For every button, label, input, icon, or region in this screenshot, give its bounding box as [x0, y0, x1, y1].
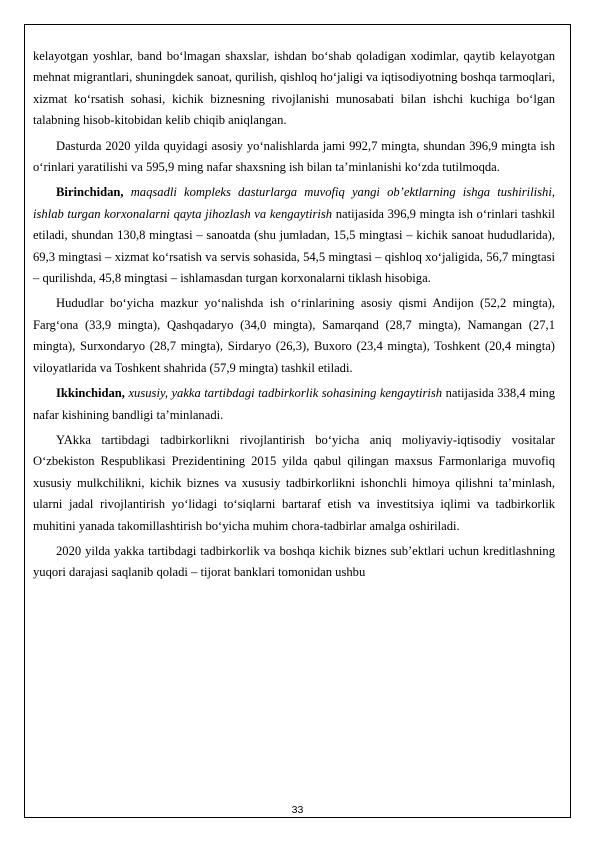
paragraph-5-lead: Ikkinchidan,: [56, 386, 125, 401]
paragraph-3-lead: Birinchidan,: [56, 185, 124, 200]
paragraph-6: YAkka tartibdagi tadbirkorlikni rivojlantirish bo‘yicha aniq moliyaviy-iqtisodiy vositalar O‘zbekiston Respublikasi Prezidentining 2015 yilda qabul qilingan maxsus Farmonlariga muvofiq xususiy mulkchilikni, kichik biznes va xususiy tadbirkorlikni ishonchli himoya qilishni ta’minlash, ularni jadal rivojlantirish yo‘lidagi to‘siqlarni bartaraf etish va investitsiya iqlimi va tadbirkorlik muhitini yanada takomillashtirish bo‘yicha muhim chora-tadbirlar amalga oshiriladi.: [33, 432, 555, 533]
page-body: [33, 46, 555, 588]
paragraph-3-text: natijasida 396,9 mingta ish o‘rinlari tashkil etiladi, shundan 130,8 mingtasi – sanoatda (shu jumladan, 15,5 mingtasi – kichik sanoat hududlarida), 69,3 mingtasi – xizmat ko‘rsatish va servis sohasida, 54,5 mingtasi – qishloq xo‘jaligida, 56,7 mingtasi – qurilishda, 45,8 mingtasi – ishlamasdan turgan korxonalarni tiklash hisobiga.: [33, 206, 555, 286]
paragraph-4: Hududlar bo‘yicha mazkur yo‘nalishda ish o‘rinlarining asosiy qismi Andijon (52,2 mingta), Farg‘ona (33,9 mingta), Qashqadaryo (34,0 mingta), Samarqand (28,7 mingta), Namangan (27,1 mingta), Surxondaryo (28,7 mingta), Sirdaryo (26,3), Buxoro (23,4 mingta), Toshkent (20,4 mingta) viloyatlarida va Toshkent shahrida (57,9 mingta) tashkil etiladi.: [33, 296, 555, 375]
paragraph-3-emphasis: maqsadli kompleks dasturlarga muvofiq yangi ob’ektlarning ishga tushirilishi, ishlab turgan korxonalarni qayta jihozlash va kengaytirish: [33, 185, 555, 221]
paragraph-1: kelayotgan yoshlar, band bo‘lmagan shaxslar, ishdan bo‘shab qoladigan xodimlar, qaytib kelayotgan mehnat migrantlari, shuningdek sanoat, qurilish, qishloq ho‘jaligi va iqtisodiyotning boshqa tarmoqlari, xizmat ko‘rsatish sohasi, kichik biznesning rivojlanishi munosabati bilan ishchi kuchiga bo‘lgan talabning hisob-kitobidan kelib chiqib aniqlangan.: [33, 49, 555, 128]
paragraph-2: Dasturda 2020 yilda quyidagi asosiy yo‘nalishlarda jami 992,7 mingta, shundan 396,9 mingta ish o‘rinlari yaratilishi va 595,9 ming nafar shaxsning ish bilan ta’minlanishi ko‘zda tutilmoqda.: [33, 138, 555, 175]
paragraph-5: [33, 383, 555, 426]
paragraph-7: 2020 yilda yakka tartibdagi tadbirkorlik va boshqa kichik biznes sub’ektlari uchun kreditlashning yuqori darajasi saqlanib qoladi – tijorat banklari tomonidan ushbu: [33, 543, 555, 580]
page-number: 33: [291, 804, 304, 816]
paragraph-5-emphasis: xususiy, yakka tartibdagi tadbirkorlik sohasining kengaytirish: [128, 386, 443, 401]
paragraph-5-text: natijasida 338,4 ming nafar kishining bandligi ta’minlanadi.: [33, 386, 556, 422]
paragraph-3: [33, 182, 555, 289]
